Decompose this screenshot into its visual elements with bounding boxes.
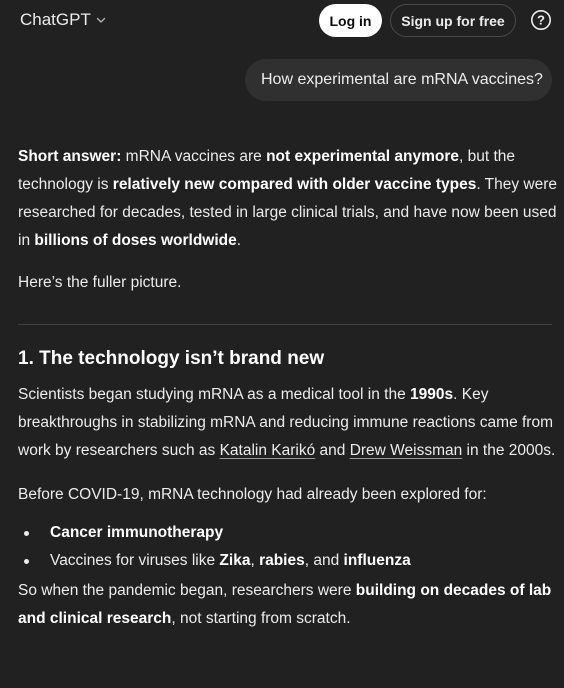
text-run: , but the technology is	[18, 148, 516, 193]
conclusion-paragraph	[18, 577, 558, 633]
brand-name: ChatGPT	[20, 10, 91, 29]
link-katalin-kariko[interactable]: Katalin Karikó	[219, 442, 316, 459]
chevron-down-icon	[95, 14, 107, 26]
prior-uses-paragraph: Before COVID-19, mRNA technology had already been explored for:	[18, 486, 487, 503]
assistant-message	[18, 143, 558, 633]
text-run: and	[315, 442, 350, 459]
text-run: Scientists began studying mRNA as a medical tool in the	[18, 386, 411, 403]
list-item	[50, 547, 558, 575]
text-run: , and	[304, 552, 344, 569]
section-divider	[18, 324, 552, 325]
login-button[interactable]: Log in	[319, 4, 382, 37]
bold-text: relatively new compared with older vaccine types	[112, 176, 477, 193]
bold-text: Cancer immunotherapy	[50, 524, 224, 541]
bold-text: 1990s	[410, 386, 454, 403]
bold-text: rabies	[259, 552, 305, 569]
help-icon[interactable]	[530, 9, 552, 31]
model-selector[interactable]	[12, 3, 115, 37]
text-run: mRNA vaccines are	[121, 148, 267, 165]
answer-summary-paragraph	[18, 143, 558, 255]
text-run: . Key breakthroughs in stabilizing mRNA and reducing immune reactions came from work by researchers such as	[18, 386, 553, 459]
text-run: ,	[250, 552, 260, 569]
bold-text: building on decades of lab and clinical research	[18, 582, 552, 627]
bold-text: Zika	[219, 552, 251, 569]
bold-text: Short answer:	[18, 148, 122, 165]
top-bar	[0, 0, 564, 40]
text-run: Vaccines for viruses like	[50, 552, 220, 569]
link-drew-weissman[interactable]: Drew Weissman	[349, 442, 463, 459]
text-run: . They were researched for decades, tested in large clinical trials, and have now been used in	[18, 176, 558, 249]
text-run: in the 2000s.	[462, 442, 556, 459]
bold-text: not experimental anymore	[266, 148, 460, 165]
signup-button[interactable]: Sign up for free	[390, 4, 516, 37]
intro-paragraph: Here’s the fuller picture.	[18, 274, 182, 291]
svg-text:?: ?	[537, 12, 545, 28]
prior-uses-list	[18, 519, 558, 575]
user-message-bubble	[245, 59, 552, 101]
user-message-text: How experimental are mRNA vaccines?	[261, 71, 543, 88]
bold-text: influenza	[343, 552, 411, 569]
list-item	[50, 519, 558, 547]
text-run: , not starting from scratch.	[171, 610, 351, 627]
section-heading: 1. The technology isn’t brand new	[18, 348, 325, 369]
bold-text: billions of doses worldwide	[34, 232, 237, 249]
text-run: .	[236, 232, 242, 249]
history-paragraph	[18, 381, 558, 465]
text-run: So when the pandemic began, researchers were	[18, 582, 356, 599]
